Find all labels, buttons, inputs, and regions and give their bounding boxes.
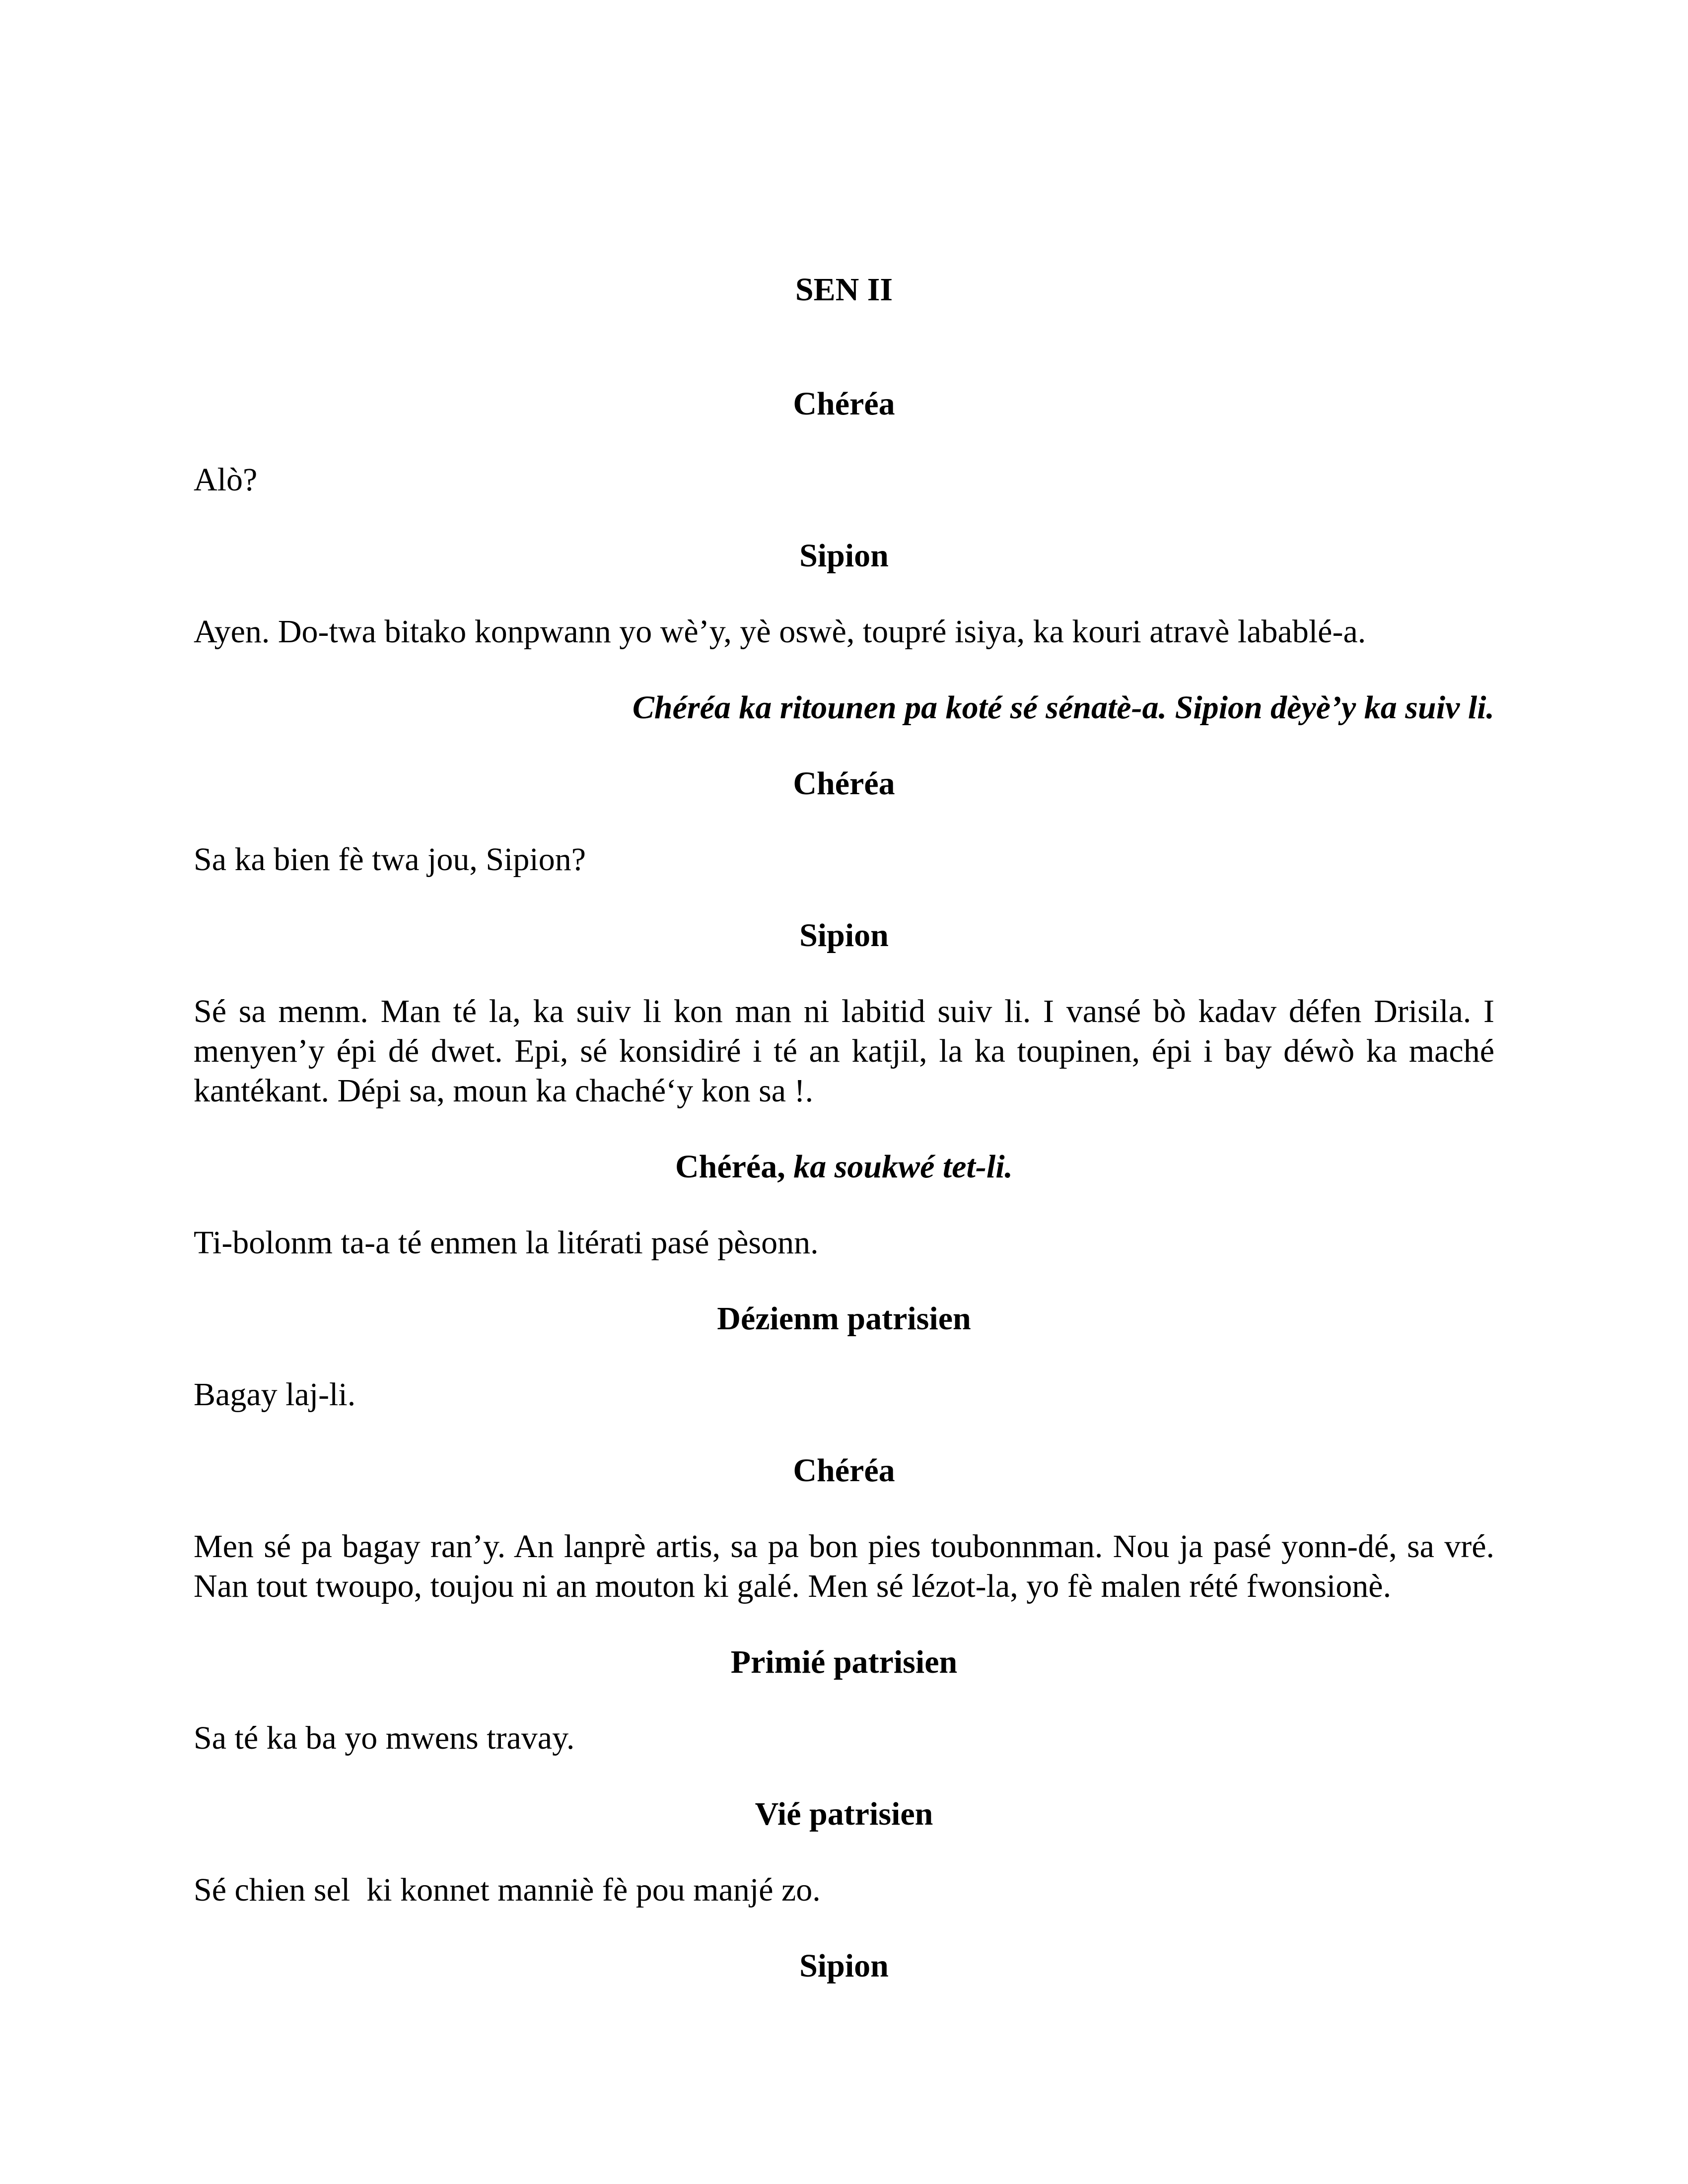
stage-direction: Chéréa ka ritounen pa koté sé sénatè-a. Sipion dèyè’y ka suiv li. xyxy=(632,689,1494,726)
dialogue-line-sa-ka-bien: Sa ka bien fè twa jou, Sipion? xyxy=(194,841,586,878)
dialogue-line-se-chien-sel: Sé chien sel ki konnet manniè fè pou manjé zo. xyxy=(194,1872,821,1908)
scene-title: SEN II xyxy=(795,272,893,308)
character-heading-sipion-3: Sipion xyxy=(799,1948,889,1984)
inline-stage-direction: ka soukwé tet-li. xyxy=(793,1149,1013,1185)
character-heading-dezienm-patrisien: Dézienm patrisien xyxy=(717,1300,971,1337)
dialogue-paragraph-se-sa-menm: Sé sa menm. Man té la, ka suiv li kon man ni labitid suiv li. I vansé bò kadav défen Drisila. I menyen’y épi dé dwet. Epi, sé konsidiré i té an katjil, la ka toupinen, épi i bay déwò ka maché kantékant. Dépi sa, moun ka chaché‘y kon sa !. xyxy=(194,993,1503,1109)
character-heading-cherea-with-direction xyxy=(194,1147,1494,1187)
dialogue-line-ayen: Ayen. Do-twa bitako konpwann yo wè’y, yè oswè, toupré isiya, ka kouri atravè labablé-a. xyxy=(194,614,1366,650)
character-heading-sipion-1: Sipion xyxy=(799,538,889,574)
character-heading-sipion-2: Sipion xyxy=(799,917,889,954)
dialogue-line-ti-bolonm: Ti-bolonm ta-a té enmen la litérati pasé pèsonn. xyxy=(194,1225,819,1261)
character-heading-cherea-1: Chéréa xyxy=(793,386,895,422)
dialogue-line-sa-te-ka-ba: Sa té ka ba yo mwens travay. xyxy=(194,1720,575,1756)
dialogue-line-bagay-laj-li: Bagay laj-li. xyxy=(194,1376,356,1413)
character-heading-primie-patrisien: Primié patrisien xyxy=(730,1644,958,1680)
character-heading-vie-patrisien: Vié patrisien xyxy=(755,1796,933,1832)
character-heading-cherea-2: Chéréa xyxy=(793,765,895,802)
dialogue-paragraph-men-se-pa: Men sé pa bagay ran’y. An lanprè artis, sa pa bon pies toubonnman. Nou ja pasé yonn-dé, sa vré. Nan tout twoupo, toujou ni an mouton ki galé. Men sé lézot-la, yo fè malen rété fwonsionè. xyxy=(194,1528,1503,1604)
character-heading-cherea-3: Chéréa xyxy=(793,1452,895,1489)
character-name: Chéréa, xyxy=(675,1149,785,1185)
dialogue-line-alo: Alò? xyxy=(194,462,258,498)
